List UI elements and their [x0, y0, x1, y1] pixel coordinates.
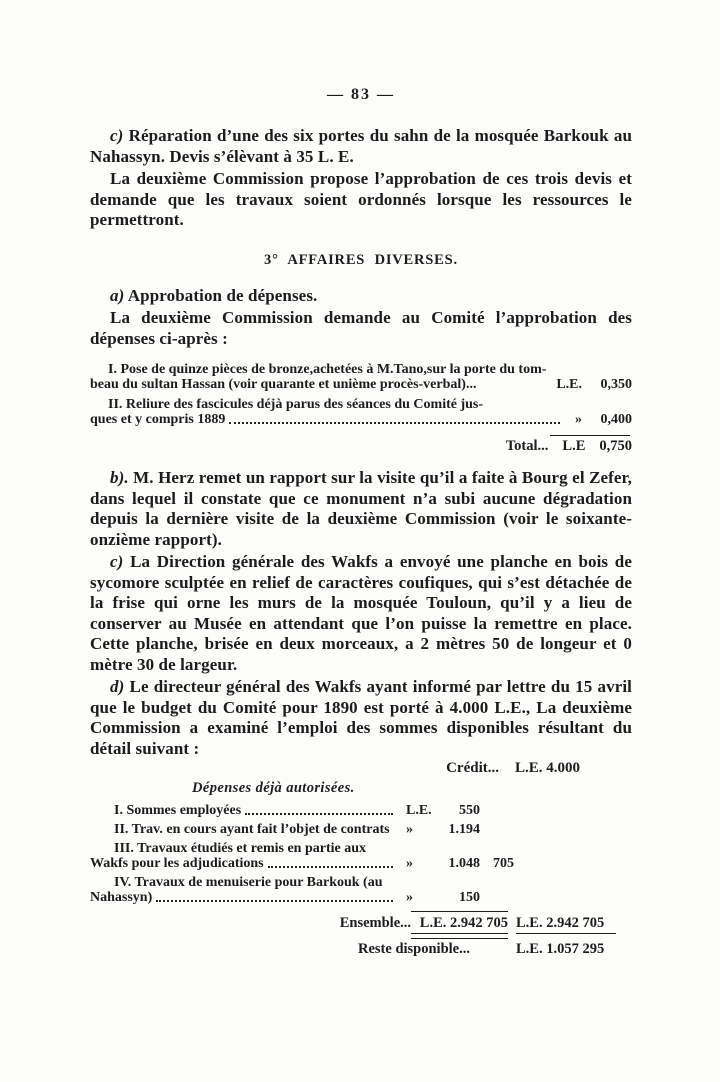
currency-label: » [406, 822, 413, 837]
expense-item-1 [90, 362, 632, 392]
budget-item-1-row [90, 803, 514, 818]
expense-item-2-line2: ques et y compris 1889 [90, 412, 226, 427]
amount-value: 0,350 [600, 377, 632, 392]
paragraph-text: Le directeur général des Wakfs ayant informé par lettre du 15 avril que le budget du Comité pour 1890 est porté à 4.000 L.E., La deuxième Commission a examiné l’emploi des sommes disponibles résultant du détail suivant : [90, 677, 632, 758]
spacer [616, 911, 632, 913]
item-marker-d: d) [110, 677, 125, 696]
ensemble-rule [411, 911, 508, 913]
summary-rules-row [90, 933, 632, 938]
currency-label: » [406, 890, 413, 905]
page-number: — 83 — [327, 86, 395, 103]
budget-item-2 [90, 822, 514, 837]
section-heading-affaires-diverses: 3° AFFAIRES DIVERSES. [264, 251, 458, 268]
credit-label: Crédit... [446, 760, 499, 776]
budget-item-3-line1: III. Travaux étudiés et remis en partie aux [114, 841, 366, 856]
paragraph-budget-1890 [90, 677, 632, 759]
spacer [508, 911, 516, 913]
total-amount: 0,750 [599, 438, 632, 454]
reste-amount: L.E. 1.057 295 [516, 941, 605, 957]
spacer [616, 933, 632, 938]
paragraph-text: La Direction générale des Wakfs a envoyé une planche en bois de sycomore sculptée en relief de caractères coufiques, qui s’est détachée de la frise qui orne les murs de la mosquée Touloun, qu’il y a lieu de conserver au Musée en attendant que l’on puisse la remettre en place. Cette planche, brisée en deux morceaux, a 2 mètres 50 de longeur et 0 mètre 30 de largeur. [90, 552, 632, 674]
ensemble-amount-right: L.E. 2.942 705 [516, 915, 605, 931]
paragraph-text: Approbation de dépenses. [127, 285, 318, 305]
amount-value: 150 [459, 890, 480, 905]
expense-total [90, 435, 632, 454]
double-rule [411, 933, 508, 939]
spacer [516, 911, 616, 913]
budget-table [90, 803, 514, 905]
budget-item-4-line1: IV. Travaux de menuiserie pour Barkouk (au [114, 875, 383, 890]
currency-label: » [575, 412, 582, 427]
paragraph-commission-propose: La deuxième Commission propose l’approbation de ces trois devis et demande que les travaux soient ordonnés lorsque les ressources le permettront. [90, 169, 632, 229]
item-marker-c2: c) [110, 552, 124, 571]
budget-item-1-text: I. Sommes employées [114, 803, 242, 818]
expense-item-1-line2: beau du sultan Hassan (voir quarante et unième procès-verbal)... [90, 377, 477, 392]
budget-item-3 [90, 841, 514, 871]
budget-item-2-row [90, 822, 514, 837]
spacer [616, 941, 632, 957]
budget-item-3-row [90, 856, 514, 871]
paragraph-demande-comite: La deuxième Commission demande au Comité l’approbation des dépenses ci-après : [90, 308, 632, 348]
budget-item-2-text: II. Trav. en cours ayant fait l’objet de contrats [114, 822, 390, 837]
expense-item-2-line1: II. Reliure des fascicules déjà parus des séances du Comité jus- [108, 397, 484, 412]
ensemble-amount-left: L.E. 2.942 705 [419, 915, 508, 931]
item-marker-c: c) [110, 126, 124, 145]
expense-list [90, 362, 632, 454]
total-label: Total... [505, 438, 549, 454]
paragraph-herz-rapport [90, 468, 632, 550]
currency-label: » [406, 856, 413, 871]
ensemble-label: Ensemble... [339, 915, 411, 931]
budget-item-3-line2: Wakfs pour les adjudications [90, 856, 264, 871]
spacer [508, 933, 516, 938]
paragraph-repair-barkouk [90, 126, 632, 167]
spacer [616, 915, 632, 931]
expense-item-1-amount-row [90, 377, 632, 392]
milliemes-value: 705 [493, 856, 514, 871]
amount-value: 0,400 [600, 412, 632, 427]
amount-value: 550 [459, 803, 480, 818]
item-marker-a: a) [110, 285, 125, 305]
budget-summary [90, 911, 632, 957]
expense-item-2-amount-row [90, 412, 632, 427]
paragraph-approbation-depenses [90, 286, 632, 307]
expense-item-1-line1: I. Pose de quinze pièces de bronze,achetées à M.Tano,sur la porte du tom- [108, 362, 547, 377]
expense-total-row [90, 439, 632, 454]
credit-amount: L.E. 4.000 [514, 760, 580, 776]
single-rule [516, 933, 616, 938]
item-marker-b: b). [110, 468, 129, 487]
dotted-leader [245, 813, 393, 815]
paragraph-text: Réparation d’une des six portes du sahn de la mosquée Barkouk au Nahassyn. Devis s’élèvant à 35 L. E. [90, 126, 632, 166]
paragraph-text: M. Herz remet un rapport sur la visite qu’il a faite à Bourg el Zefer, dans lequel il constate que ce monument n’a subi aucune dégradation depuis la dernière visite de la deuxième Commission (voir le soixante-onzième rapport). [90, 468, 632, 549]
expense-item-2 [90, 397, 632, 427]
budget-subheading: Dépenses déjà autorisées. [192, 780, 355, 796]
reste-label: Reste disponible... [358, 941, 470, 957]
ensemble-row [90, 915, 632, 931]
budget-item-4-line2: Nahassyn) [90, 890, 153, 905]
dotted-leader [268, 866, 393, 868]
spacer [90, 933, 411, 938]
currency-label: L.E [562, 438, 586, 454]
currency-label: L.E. [556, 377, 582, 392]
dotted-leader [156, 900, 393, 902]
dotted-leader [229, 422, 560, 424]
reste-row [90, 941, 632, 957]
budget-item-4 [90, 875, 514, 905]
paragraph-planche-sycomore [90, 552, 632, 675]
ensemble-top-rule-row [90, 911, 632, 913]
budget-item-4-row [90, 890, 514, 905]
currency-label: L.E. [406, 803, 432, 818]
credit-line [90, 760, 632, 777]
spacer [508, 915, 516, 931]
amount-value: 1.048 [448, 856, 480, 871]
total-rule [550, 435, 630, 436]
budget-item-1 [90, 803, 514, 818]
spacer [90, 911, 411, 913]
amount-value: 1.194 [448, 822, 480, 837]
